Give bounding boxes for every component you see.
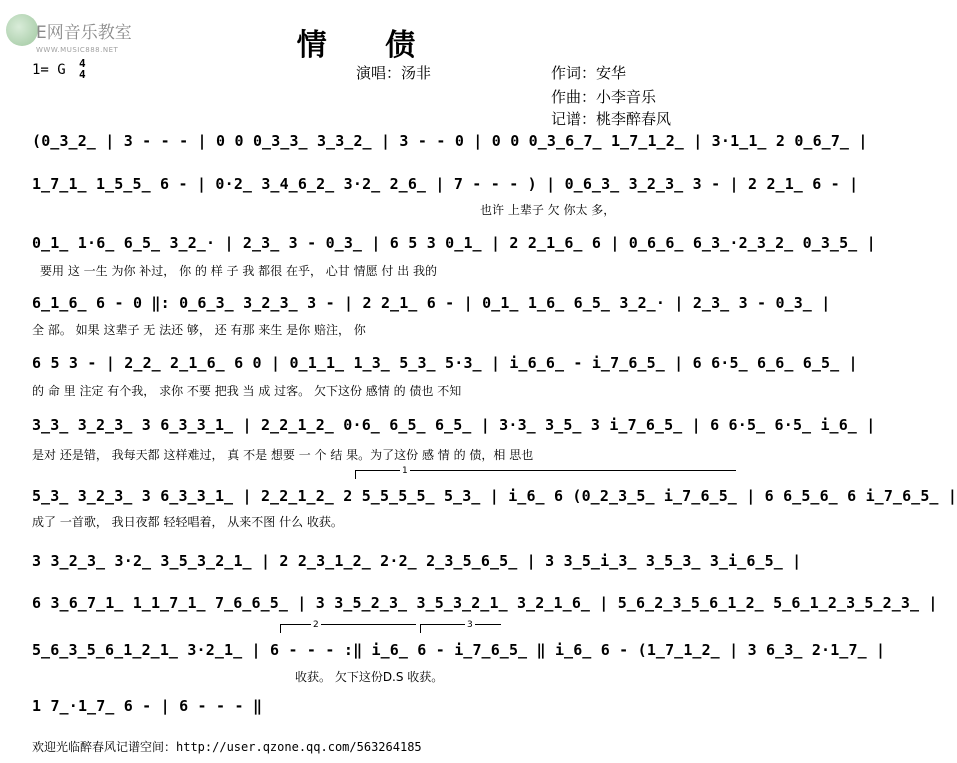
logo-text: E网音乐教室 <box>36 23 132 43</box>
volta-number-1: 1 <box>402 466 408 476</box>
score-row-3: 0̲1̲ 1·6̲ 6̲5̲ 3̲2̲· | 2̲3̲ 3 - 0̲3̲ | 6 5 3 0̲1̲ | 2 2̲1̲6̲ 6 | 0̲6̲6̲ 6̲3̲·2̲3̲2̲ 0̲3̲5̲ | <box>32 234 876 252</box>
time-signature-bottom: 4 <box>79 68 86 81</box>
lyric-row-6: 是对 还是错， 我每天都 这样难过， 真 不是 想要 一 个 结 果。为了这份 感 情 的 债，相 思也 <box>32 448 534 462</box>
time-signature <box>79 58 86 80</box>
singer-credit: 演唱：汤非 <box>356 64 432 82</box>
logo-url: WWW.MUSIC888.NET <box>36 46 119 54</box>
song-title: 情 债 <box>296 28 440 63</box>
score-row-11: 1 7̲·1̲7̲ 6 - | 6 - - - ‖ <box>32 697 263 715</box>
score-row-7: 5̲3̲ 3̲2̲3̲ 3 6̲3̲3̲1̲ | 2̲2̲1̲2̲ 2 5̲5̲5̲5̲ 5̲3̲ | i̲6̲ 6 (0̲2̲3̲5̲ i̲7̲6̲5̲ | 6 6̲5̲6̲ 6 i̲7̲6̲5̲ | <box>32 487 957 505</box>
volta-bracket-2 <box>280 620 416 633</box>
score-row-10: 5̲6̲3̲5̲6̲1̲2̲1̲ 3·2̲1̲ | 6 - - - :‖ i̲6̲ 6 - i̲7̲6̲5̲ ‖ i̲6̲ 6 - (1̲7̲1̲2̲ | 3 6̲3̲ 2·1̲7̲ | <box>32 641 886 659</box>
lyric-row-5: 的 命 里 注定 有个我， 求你 不要 把我 当 成 过客。 欠下这份 感情 的 债也 不知 <box>32 384 462 398</box>
time-signature-top: 4 <box>79 57 86 70</box>
key-signature: 1= G <box>32 62 66 78</box>
footer-text: 欢迎光临醉春风记谱空间：http://user.qzone.qq.com/563264185 <box>32 740 422 754</box>
score-row-4: 6̲1̲6̲ 6 - 0 ‖: 0̲6̲3̲ 3̲2̲3̲ 3 - | 2 2̲1̲ 6 - | 0̲1̲ 1̲6̲ 6̲5̲ 3̲2̲· | 2̲3̲ 3 - 0̲3̲ | <box>32 294 831 312</box>
volta-number-3: 3 <box>467 620 473 630</box>
transcriber-credit: 记谱：桃李醉春风 <box>551 110 672 128</box>
volta-number-2: 2 <box>313 620 319 630</box>
score-row-5: 6 5 3 - | 2̲2̲ 2̲1̲6̲ 6 0 | 0̲1̲1̲ 1̲3̲ 5̲3̲ 5·3̲ | i̲6̲6̲ - i̲7̲6̲5̲ | 6 6·5̲ 6̲6̲ 6̲5̲ | <box>32 354 858 372</box>
score-row-1: (0̲3̲2̲ | 3 - - - | 0 0 0̲3̲3̲ 3̲3̲2̲ | 3 - - 0 | 0 0 0̲3̲6̲7̲ 1̲7̲1̲2̲ | 3·1̲1̲ 2 0̲6̲7̲ | <box>32 132 868 150</box>
score-row-6: 3̲3̲ 3̲2̲3̲ 3 6̲3̲3̲1̲ | 2̲2̲1̲2̲ 0·6̲ 6̲5̲ 6̲5̲ | 3·3̲ 3̲5̲ 3 i̲7̲6̲5̲ | 6 6·5̲ 6·5̲ i̲6̲ | <box>32 416 876 434</box>
lyricist-credit: 作词：安华 <box>551 64 627 82</box>
lyric-row-7: 成了 一首歌， 我日夜都 轻轻唱着， 从来不图 什么 收获。 <box>32 515 343 529</box>
volta-bracket-1 <box>355 466 736 479</box>
lyric-row-3: 要用 这 一生 为你 补过， 你 的 样 子 我 都很 在乎， 心甘 情愿 付 出 我的 <box>40 264 438 278</box>
lyric-row-10: 收获。 欠下这份D.S 收获。 <box>295 670 444 684</box>
lyric-row-4: 全 部。 如果 这辈子 无 法还 够， 还 有那 来生 是你 赔注， 你 <box>32 323 366 337</box>
score-row-2: 1̲7̲1̲ 1̲5̲5̲ 6 - | 0·2̲ 3̲4̲6̲2̲ 3·2̲ 2̲6̲ | 7 - - - ) | 0̲6̲3̲ 3̲2̲3̲ 3 - | 2 2̲1̲ 6 - | <box>32 175 859 193</box>
score-row-8: 3 3̲2̲3̲ 3·2̲ 3̲5̲3̲2̲1̲ | 2 2̲3̲1̲2̲ 2·2̲ 2̲3̲5̲6̲5̲ | 3 3̲5̲i̲3̲ 3̲5̲3̲ 3̲i̲6̲5̲ | <box>32 552 802 570</box>
score-row-9: 6 3̲6̲7̲1̲ 1̲1̲7̲1̲ 7̲6̲6̲5̲ | 3 3̲5̲2̲3̲ 3̲5̲3̲2̲1̲ 3̲2̲1̲6̲ | 5̲6̲2̲3̲5̲6̲1̲2̲ 5̲6̲1̲2̲3̲5̲2̲3̲ | <box>32 594 938 612</box>
lyric-row-2: 也许 上辈子 欠 你太 多， <box>480 203 616 217</box>
composer-credit: 作曲：小李音乐 <box>551 88 657 106</box>
volta-bracket-3 <box>420 620 501 633</box>
